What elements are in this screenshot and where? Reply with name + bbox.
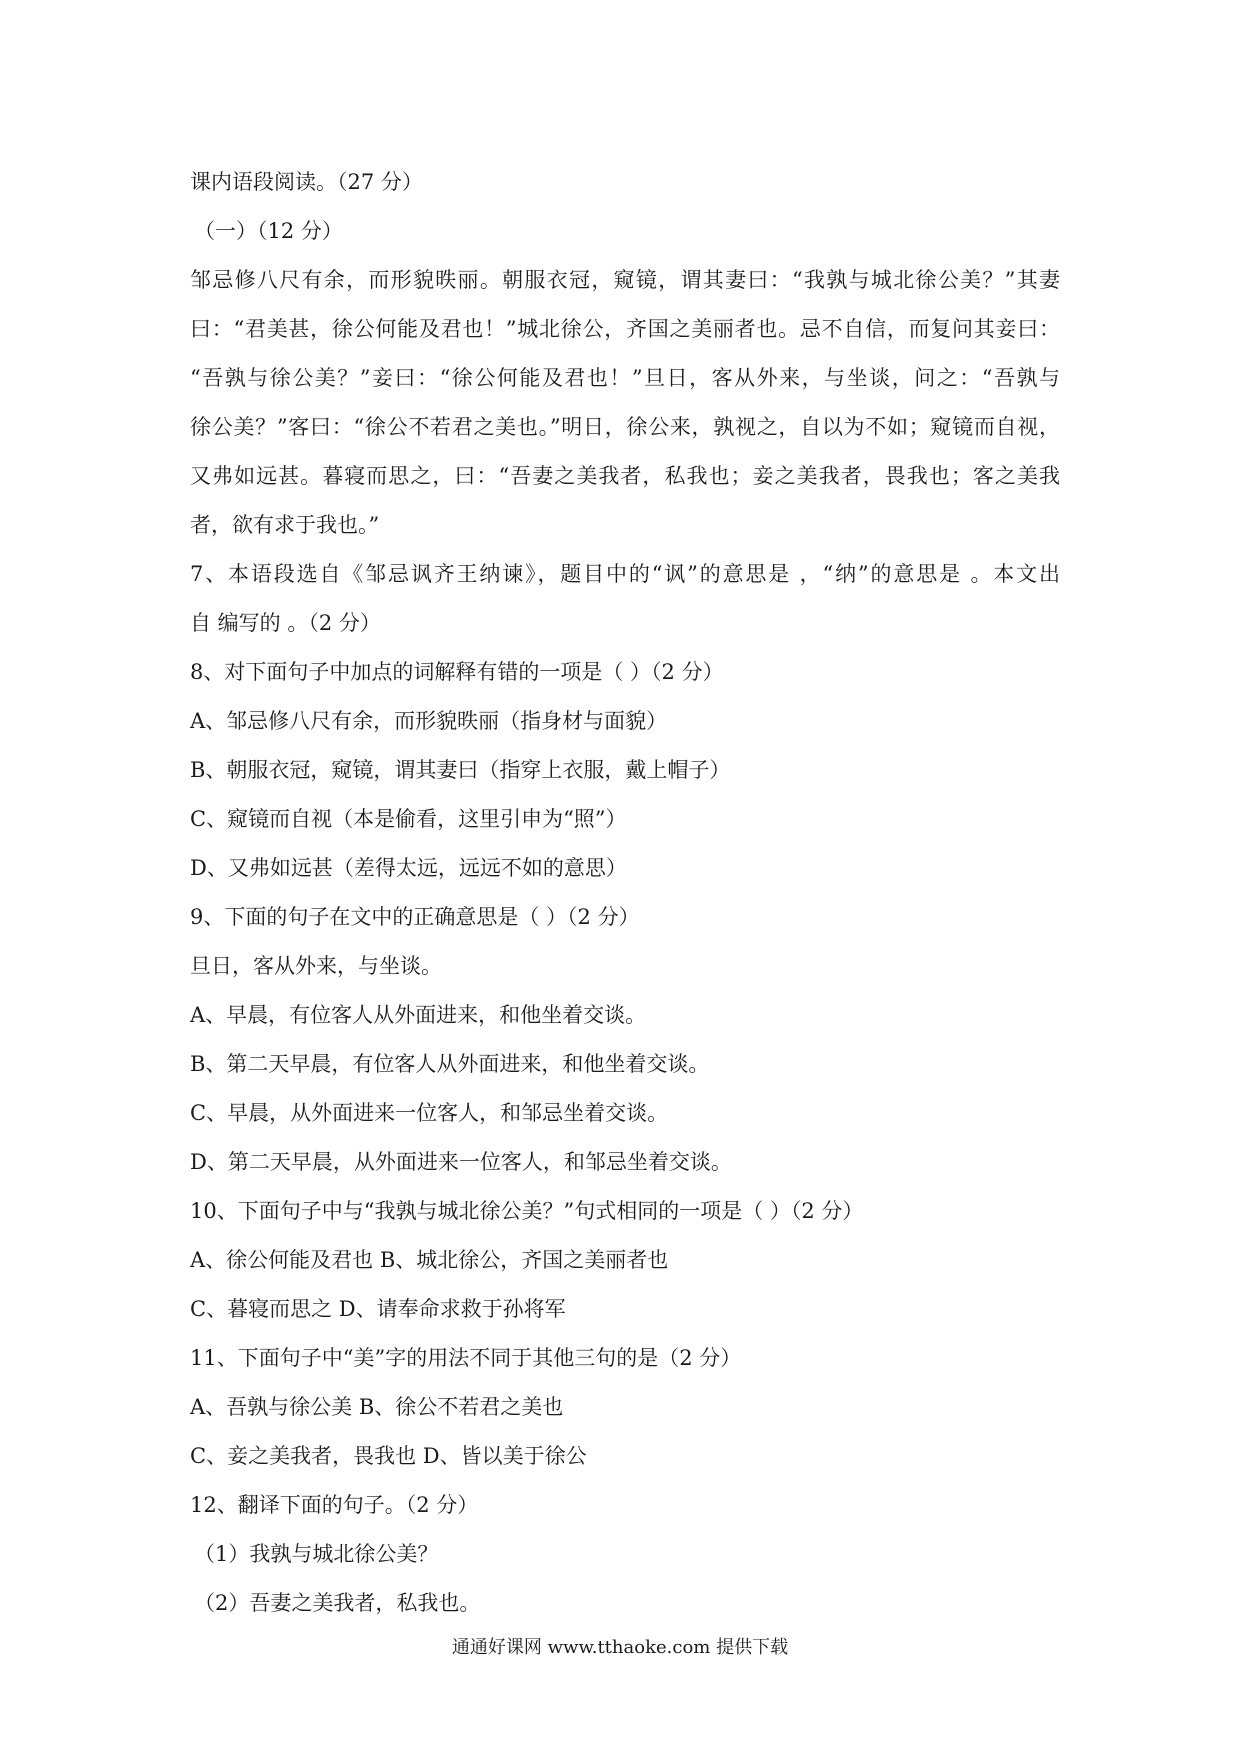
passage-line: 曰：“君美甚，徐公何能及君也！”城北徐公，齐国之美丽者也。忌不自信，而复问其妾曰： (190, 317, 1060, 341)
option-a: A、邹忌修八尺有余，而形貌昳丽（指身材与面貌） (190, 709, 668, 733)
options-ab: A、徐公何能及君也 B、城北徐公，齐国之美丽者也 (190, 1248, 669, 1272)
passage-line: 又弗如远甚。暮寝而思之，曰：“吾妻之美我者，私我也；妾之美我者，畏我也；客之美我 (190, 464, 1060, 488)
option-b: B、第二天早晨，有位客人从外面进来，和他坐着交谈。 (190, 1052, 710, 1076)
question-7: 7、本语段选自《邹忌讽齐王纳谏》，题目中的“讽”的意思是 ，“纳”的意思是 。本文出 (190, 562, 1060, 586)
question-11: 11、下面句子中“美”字的用法不同于其他三句的是（2 分） (190, 1346, 742, 1370)
passage-line: 者，欲有求于我也。” (190, 513, 380, 537)
options-ab: A、吾孰与徐公美 B、徐公不若君之美也 (190, 1395, 564, 1419)
question-8: 8、对下面句子中加点的词解释有错的一项是（ ）（2 分） (190, 660, 724, 684)
question-9: 9、下面的句子在文中的正确意思是（ ）（2 分） (190, 905, 640, 929)
page-footer: 通通好课网 www.tthaoke.com 提供下载 (451, 1637, 789, 1658)
question-7-continued: 自 编写的 。（2 分） (190, 611, 381, 635)
passage-line: 徐公美？”客曰：“徐公不若君之美也。”明日，徐公来，孰视之，自以为不如；窥镜而自视， (190, 415, 1060, 439)
translation-item-1: （1）我孰与城北徐公美？ (194, 1542, 439, 1566)
option-d: D、又弗如远甚（差得太远，远远不如的意思） (190, 856, 627, 880)
question-10: 10、下面句子中与“我孰与城北徐公美？”句式相同的一项是（ ）（2 分） (190, 1199, 864, 1223)
document-body (190, 158, 1060, 1628)
question-12: 12、翻译下面的句子。（2 分） (190, 1493, 479, 1517)
options-cd: C、妾之美我者，畏我也 D、皆以美于徐公 (190, 1444, 587, 1468)
option-c: C、窥镜而自视（本是偷看，这里引申为“照”） (190, 807, 627, 831)
options-cd: C、暮寝而思之 D、请奉命求救于孙将军 (190, 1297, 566, 1321)
passage-line: “吾孰与徐公美？”妾曰：“徐公何能及君也！”旦日，客从外来，与坐谈，问之：“吾孰与 (190, 366, 1060, 390)
option-b: B、朝服衣冠，窥镜，谓其妻曰（指穿上衣服，戴上帽子） (190, 758, 731, 782)
subsection-heading: （一）（12 分） (194, 219, 343, 243)
option-a: A、早晨，有位客人从外面进来，和他坐着交谈。 (190, 1003, 647, 1027)
translation-item-2: （2）吾妻之美我者，私我也。 (194, 1591, 481, 1615)
option-c: C、早晨，从外面进来一位客人，和邹忌坐着交谈。 (190, 1101, 669, 1125)
section-heading: 课内语段阅读。（27 分） (190, 170, 423, 194)
option-d: D、第二天早晨，从外面进来一位客人，和邹忌坐着交谈。 (190, 1150, 732, 1174)
quoted-sentence: 旦日，客从外来，与坐谈。 (190, 954, 442, 978)
passage-line: 邹忌修八尺有余，而形貌昳丽。朝服衣冠，窥镜，谓其妻曰：“我孰与城北徐公美？”其妻 (190, 268, 1060, 292)
